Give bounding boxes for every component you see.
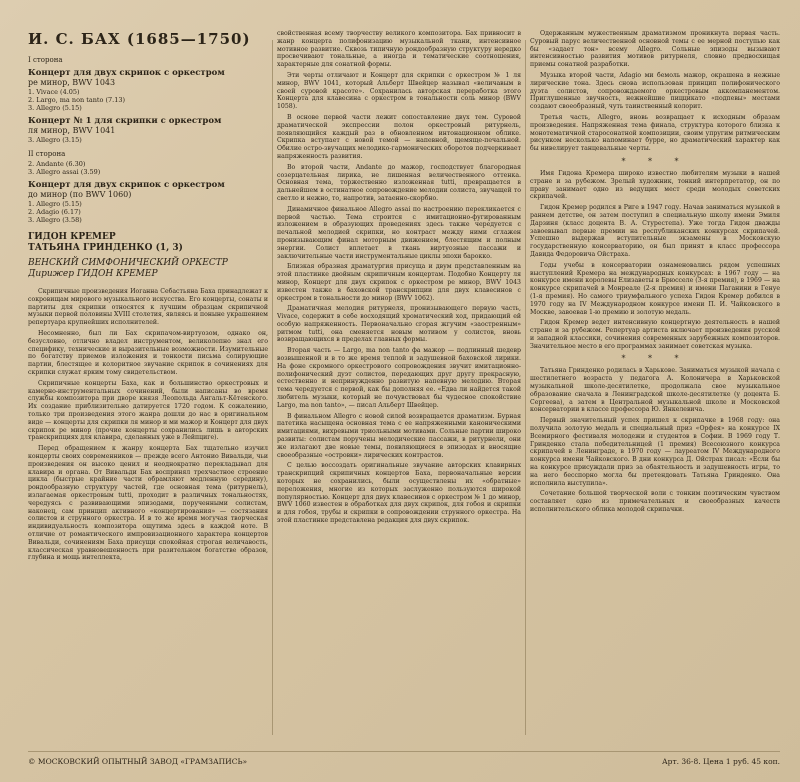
- section-separator: * * *: [621, 156, 689, 166]
- grindenko-bio-paragraph: Татьяна Гринденко родилась в Харькове. Заниматься музыкой начала с шестилетнего возраста у педагога А. Колоничера в Харьковской музыкальной школе-десятилетке, продолжала свое музыкальное образование сначала в Ленинградской школе-десятилетке (у доцента Б. Сергеева), а затем в Центральной музыкальной школе и Московской консерватории в классе профессора Ю. Янкелевича.: [530, 367, 780, 414]
- movement: 1. Vivace (4.05): [28, 88, 80, 96]
- text-paragraph: Динамичное финальное Allegro assai по настроению перекликается с первой частью. Тема строится с имитационно-фугированным изложением в образующих проведениях здесь также чередуется с печальной мелодией скрипки, но контраст между ними сглажен пронизывающим финал моторным движением, блестящим и полным энергии. Солист вплетает в ткань виртуозные пассажи и заключительные части инструментальные циклы эпохи барокко.: [277, 205, 521, 260]
- soloist-name: ТАТЬЯНА ГРИНДЕНКО (1, 3): [28, 243, 183, 253]
- catalog-price: Арт. 36-8. Цена 1 руб. 45 коп.: [661, 757, 780, 766]
- text-paragraph: Третья часть, Allegro, вновь возвращает к исходным образам произведения. Напряженная тема финала, структура которого близка к монотематичной старосонатной композиции, своим упругим ритмическим рисунком несколько напоминает бурре, но драматический характер как бы нивелирует танцевальные черты.: [530, 113, 780, 153]
- side-one-label: I сторона: [28, 56, 63, 64]
- conductor-name: Дирижер ГИДОН КРЕМЕР: [28, 269, 158, 279]
- orchestra-name: ВЕНСКИЙ СИМФОНИЧЕСКИЙ ОРКЕСТР: [28, 258, 228, 268]
- movement: 2. Andante (6.30): [28, 160, 86, 168]
- soloist-name: ГИДОН КРЕМЕР: [28, 232, 116, 242]
- kremer-bio-paragraph: Имя Гидона Кремера широко известно любителям музыки в нашей стране и за рубежом. Зрелый художник, тонкий интерпретатор, он по праву занимает одно из ведущих мест среди молодых советских скрипачей.: [530, 169, 780, 201]
- text-paragraph: Несомненно, был ли Бах скрипачом-виртуозом, однако он, безусловно, отлично владел инструментом, великолепно знал его специфику, технические и выразительные возможности. Изумительные по богатству приемов изложения и тонкости письма солирующие партии, блестящее и колоритное звучание скрипок в сочинениях для скрипки служат ярким тому свидетельством.: [28, 329, 268, 376]
- text-paragraph: В финальном Allegro с новой силой возвращается драматизм. Бурная патетика насыщена основная тема с ее напряженными каноническими имитациями, вихревыми триольными мотивами. Сольные партии широко развиты: солистам поручены мелодические пассажи, в ритурнели, они же излагают две новые темы, появляющиеся в эпизодах и вносящие своеобразные «островки» лирических контрастов.: [277, 412, 521, 459]
- text-paragraph: В основе первой части лежит сопоставление двух тем. Суровой драматической экспрессии полон оркестровый ритурнель, появляющийся каждый раз в обновленном интонационном облике. Скрипка вступает с новой темой — напевной, щемяще-печальной. Обилие остро-звучащих мелодико-гармонических оборотов подчеркивает напряженность развития.: [277, 113, 521, 160]
- text-paragraph: Вторая часть — Largo, ma non tanto фа мажор — подлинный шедевр возвышенной и в то же время теплой и задушевной баховской лирики. На фоне скромного оркестрового сопровождения звучит имитационно-полифонический дуэт солистов, передающих друг другу прекрасную, естественно и непринужденно развитую напевную мелодию. Вторая тема чередуется с первой, как бы дополняя ее. «Едва ли найдется такой любитель музыки, который не почувствовал бы чудесное спокойствие Largo, ma non tanto», — писал Альберт Швейцер.: [277, 347, 521, 409]
- work-title: Концерт для двух скрипок с оркестром: [28, 68, 225, 78]
- movement: 1. Allegro (5.15): [28, 200, 82, 208]
- movement: 3. Allegro assai (3.59): [28, 168, 101, 176]
- text-paragraph: Близкая образная драматургия присуща и двум представленным на этой пластинке двойным скрипичным концертам. Подобно Концерту ля минор, Концерт для двух скрипок с оркестром ре минор, BWV 1043 известен также в баховской транскрипции для двух клавесинов с оркестром в тональности до минор (BWV 1062).: [277, 263, 521, 302]
- grindenko-bio-paragraph: Первый значительный успех пришел к скрипачке в 1968 году: она получила золотую медаль и специальный приз «Орфея» на конкурсе IX Всемирного фестиваля молодежи и студентов в Софии. В 1969 году Т. Гринденко стала победительницей (1 премия) Всесоюзного конкурса скрипачей в Ленинграде, в 1970 году — лауреатом IV Международного конкурса имени Чайковского. В дни конкурса Д. Ойстрах писал: «Если бы на конкурсе присуждали приз за обаятельность и задушевность игры, то на него бесспорно могла бы претендовать Татьяна Гринденко. Она исполнила выступила».: [530, 417, 780, 487]
- movement: 3. Allegro (3.58): [28, 216, 82, 224]
- text-paragraph: Музыка второй части, Adagio ми бемоль мажор, окрашена в нежные лирические тона. Здесь снова использован принцип полифонического дуэта солистов, сопровождаемого оркестровым аккомпанементом. Приглушенные звучность, нежнейшие пиццикато «подпевы» местами создают своеобразный, чуть таинственный колорит.: [530, 71, 780, 111]
- column-right: [530, 30, 780, 750]
- kremer-bio-paragraph: Гидон Кремер ведет интенсивную концертную деятельность в нашей стране и за рубежом. Репертуар артиста включает произведения русской и западной классики, сочинения современных зарубежных композиторов. Значительное место в его программах занимает советская музыка.: [530, 319, 780, 350]
- side-two-label: II сторона: [28, 150, 66, 158]
- work-key: ля минор, BWV 1041: [28, 126, 116, 135]
- work-title: Концерт для двух скрипок с оркестром: [28, 180, 225, 190]
- text-paragraph: Драматичная мелодия ритурнеля, пронизывающего первую часть, Vivace, содержит в себе восходящий хроматический ход, придающий ей особую напряженность. Первоначально сгорая жгучим «заостренным» ритмом tutti, она сменяется новым мотивом у солистов, вновь возвращающихся в пределах главных формы.: [277, 305, 521, 344]
- page-title: И. С. БАХ (1685—1750): [28, 30, 251, 48]
- work-key: ре минор, BWV 1043: [28, 78, 116, 87]
- movement: 2. Adagio (6.17): [28, 208, 81, 216]
- text-paragraph: Перед обращением к жанру концерта Бах тщательно изучил концерты своих современников — прежде всего Антонио Вивальди, чьи произведения он высоко ценил и неоднократно перекладывал для клавира и органа. От Вивальди Бах воспринял трехчастное строение цикла (быстрые крайние части обрамляют медленную середину), рондообразную структуру частей, где основная тема (ритурнель), излагаемая оркестровым tutti, проходит в различных тональностях, чередуясь с развивающими эпизодами, порученными солистам, наконец, сам принцип активного «концертирования» — состязания солистов и струнного оркестра. И в то же время могучая творческая индивидуальность композитора ощутима здесь в каждой ноте. В отличие от романтического импровизационного характера концертов Вивальди, сочинениям Баха присущи спокойная строгая величавость, классическая уравновешенность при разительном богатстве образов, глубина и мощь интеллекта,: [28, 445, 268, 562]
- text-paragraph: Скрипичные концерты Баха, как и большинство оркестровых и камерно-инструментальных сочинений, были написаны во время службы композитора при дворе князя Леопольда Ангальт-Кётенского. Их создание приблизительно датируется 1720 годом. К сожалению, только три произведения этого жанра дошли до нас в оригинальном виде — концерты для скрипки ля минор и ми мажор и Концерт для двух скрипок ре минор (прочие концерты сохранились лишь в авторских транскрипциях для клавира, сделанных уже в Лейпциге).: [28, 379, 268, 442]
- column-middle: [277, 30, 521, 750]
- section-separator: * * *: [621, 354, 689, 364]
- column-left: [28, 30, 268, 750]
- kremer-bio-paragraph: Гидон Кремер родился в Риге в 1947 году. Начав заниматься музыкой в раннем детстве, он затем поступил в специальную школу имени Эмиля Дарзиня (класс доцента В. А. Стурестепа). Уже тогда Гидон дважды завоевывал первые премии на республиканских конкурсах скрипачей. Успешно выдержав вступительные экзамены в Московскую государственную консерваторию, он был принят в класс профессора Давида Федоровича Ойстраха.: [530, 204, 780, 258]
- publisher-credit: © МОСКОВСКИЙ ОПЫТНЫЙ ЗАВОД «ГРАМЗАПИСЬ»: [28, 757, 248, 766]
- text-paragraph: Скрипичные произведения Иоганна Себастьяна Баха принадлежат к сокровищам мирового музыкального искусства. Его концерты, сонаты и партиты для скрипки относятся к лучшим образцам скрипичной музыки первой половины XVIII столетия, являясь и поныне украшением репертуара крупнейших исполнителей.: [28, 288, 268, 327]
- text-paragraph: свойственная всему творчеству великого композитора. Бах привносит в жанр концерта полифонизацию музыкальной ткани, интенсивное мотивное развитие. Сквозь типичную рондообразную структуру нередко просвечивают тональные, а иногда и тематические соотношения, характерные для сонатной формы.: [277, 30, 521, 69]
- work-title: Концерт № 1 для скрипки с оркестром: [28, 116, 222, 126]
- column-divider: [272, 40, 273, 735]
- movement: 3. Allegro (5.15): [28, 104, 82, 112]
- column-divider: [525, 40, 526, 735]
- text-paragraph: Эти черты отличают и Концерт для скрипки с оркестром № 1 ля минор, BWV 1041, который Альберт Швейцер называл «величавым в своей суровой красоте». Сохранилась авторская переработка этого Концерта для клавесина с оркестром в тональности соль минор (BWV 1058).: [277, 71, 521, 111]
- grindenko-bio-paragraph: Сочетание большой творческой воли с тонким поэтическим чувством составляет одно из примечательных и своеобразных качеств исполнительского облика молодой скрипачки.: [530, 490, 780, 514]
- text-paragraph: С целью воссоздать оригинальные звучание авторских клавирных транскрипций скрипичных концертов Баха, первоначальные версии которых не сохранились, были осуществлены их «обратные» переложения, многие из которых заслуженно пользуются широкой популярностью. Концерт для двух клавесинов с оркестром № 1 до минор, BWV 1060 известен в обработках для двух скрипок, для гобоя и скрипки и для гобоя, трубы и скрипки в сопровождении струнного оркестра. На этой пластинке представлена редакция для двух скрипок.: [277, 462, 521, 525]
- text-paragraph: Во второй части, Andante до мажор, господствует благородная созерцательная лирика, не лишенная величественного оттенка. Основная тема, торжественно изложенная tutti, превращается в дальнейшем в остинатное сопровождение мелодии солиста, звучащей то светло и нежно, то, напротив, затаенно-скорбно.: [277, 163, 521, 202]
- footer: [28, 757, 780, 771]
- movement: 3. Allegro (3.15): [28, 136, 82, 144]
- movement: 2. Largo, ma non tanto (7.13): [28, 96, 126, 104]
- work-key: до минор (по BWV 1060): [28, 190, 132, 199]
- text-paragraph: Одержанным мужественным драматизмом проникнута первая часть. Суровый парус величественной основной темы с ее мерной поступью как бы «задает тон» всему Allegro. Сольные эпизоды вызывают интенсивностью развития мотивов ритурнеля, словно предвосхищая приемы сонатной разработки.: [530, 30, 780, 69]
- footer-rule: [28, 751, 780, 752]
- kremer-bio-paragraph: Годы учебы в консерватории ознаменовались рядом успешных выступлений Кремера на международных конкурсах: в 1967 году — на конкурсе имени королевы Елизаветы в Брюсселе (3-я премия), в 1969 — на конкурсе скрипачей в Монреале (2-я премия) и имени Паганини в Генуе (1-я премия). Но самого триумфального успеха Гидон Кремер добился в 1970 году на IV Международном конкурсе имени П. И. Чайковского в Москве, завоевав 1-ю премию и золотую медаль.: [530, 261, 780, 316]
